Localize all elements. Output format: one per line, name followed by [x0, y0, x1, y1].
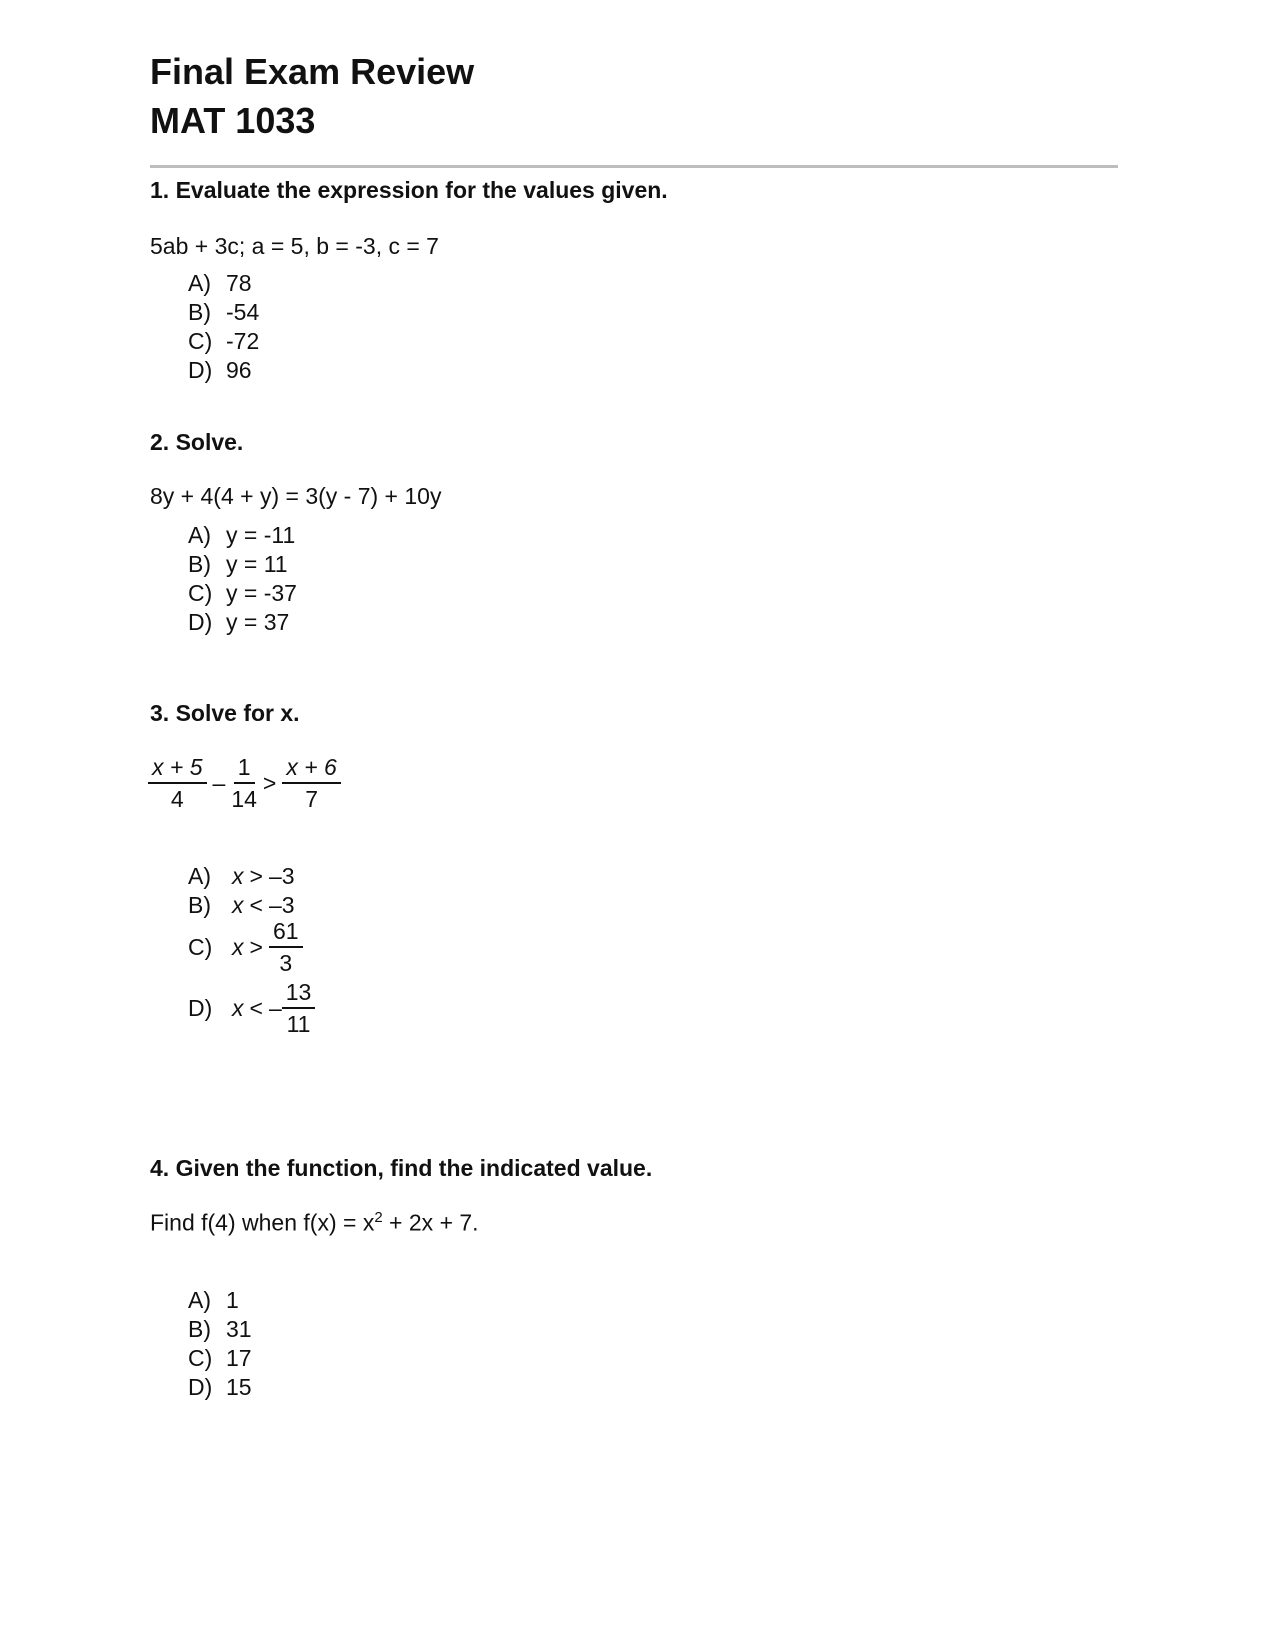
- option-d: D) x < – $\frac{13}{11}$: [188, 979, 315, 1038]
- course-code: MAT 1033: [150, 100, 316, 141]
- fraction: $\frac{13}{11}$: [282, 979, 316, 1038]
- option-b: B) 31: [188, 1316, 252, 1342]
- question-4-options: [188, 1286, 252, 1402]
- question-2-options: [188, 521, 297, 637]
- option-b: B) x < –3: [188, 892, 295, 918]
- option-d: D) 96: [188, 357, 252, 383]
- question-2-heading: 2. Solve.: [150, 429, 244, 455]
- question-1-options: [188, 269, 259, 385]
- option-d: D) 15: [188, 1374, 252, 1400]
- page-title: Final Exam Review: [150, 51, 475, 92]
- option-a: A) 78: [188, 270, 252, 296]
- question-4-prompt: Find f(4) when $f(x) = x^2 + 2x + 7$.: [150, 1209, 479, 1236]
- fraction: $\frac{61}{3}$: [269, 918, 303, 977]
- fraction: $\frac{x + 6}{7}$: [282, 754, 341, 813]
- question-1-heading: 1. Evaluate the expression for the values given.: [150, 177, 668, 203]
- fraction: $\frac{1}{14}$: [231, 754, 257, 812]
- option-c: C) -72: [188, 328, 260, 354]
- option-d: D) y = 37: [188, 609, 290, 635]
- option-c: C) y = -37: [188, 580, 297, 606]
- question-4-heading: 4. Given the function, find the indicated value.: [150, 1155, 653, 1181]
- exponent: 2: [374, 1209, 383, 1226]
- option-a: A) x > –3: [188, 863, 295, 889]
- option-a: A) 1: [188, 1287, 239, 1313]
- minus-sign: –: [212, 770, 226, 796]
- question-3-options: [188, 862, 295, 920]
- option-b: B) -54: [188, 299, 260, 325]
- relation-sign: >: [262, 770, 277, 796]
- question-1-prompt: 5ab + 3c; a = 5, b = -3, c = 7: [150, 233, 439, 259]
- option-b: B) y = 11: [188, 551, 288, 577]
- option-c: C) 17: [188, 1345, 252, 1371]
- question-3-inequality: [148, 754, 341, 813]
- question-3-heading: 3. Solve for x.: [150, 700, 300, 726]
- fraction: $\frac{x + 5}{4}$: [148, 754, 207, 813]
- option-a: A) y = -11: [188, 522, 296, 548]
- header-divider: [150, 165, 1118, 168]
- option-c: C) x > $\frac{61}{3}$: [188, 918, 303, 977]
- question-2-prompt: 8y + 4(4 + y) = 3(y - 7) + 10y: [150, 483, 442, 509]
